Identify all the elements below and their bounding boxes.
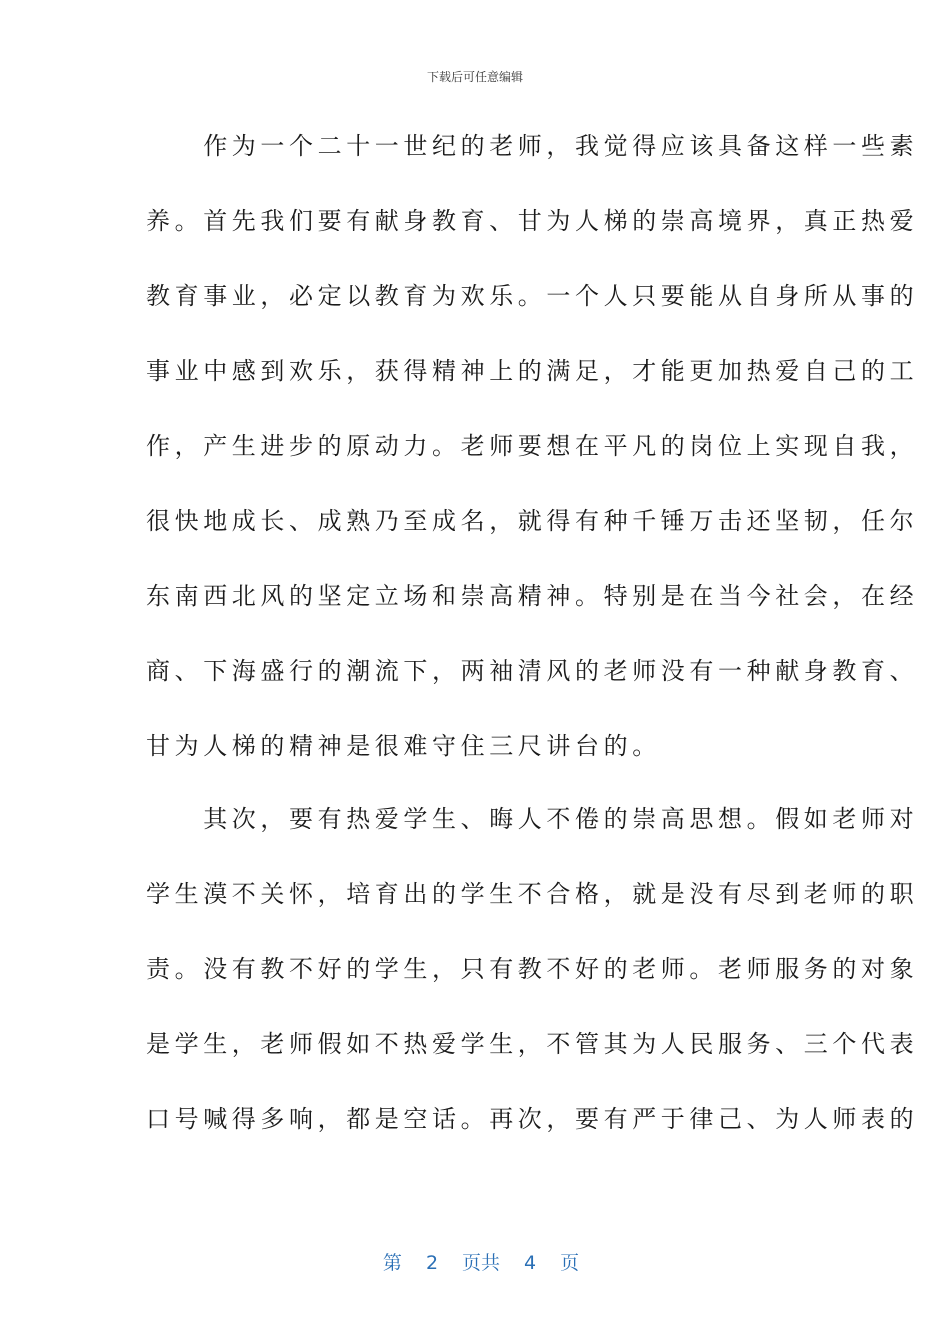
body-line: 学生漠不关怀，培育出的学生不合格，就是没有尽到老师的职	[146, 880, 919, 908]
body-line: 教育事业，必定以教育为欢乐。一个人只要能从自身所从事的	[146, 282, 919, 310]
page-header-note: 下载后可任意编辑	[426, 70, 523, 84]
total-page-number: 4	[524, 1252, 537, 1274]
current-page-number: 2	[425, 1252, 439, 1274]
body-line: 东南西北风的坚定立场和崇高精神。特别是在当今社会，在经	[146, 582, 919, 610]
page-number-footer	[0, 1226, 950, 1275]
body-line: 是学生，老师假如不热爱学生，不管其为人民服务、三个代表	[146, 1030, 919, 1058]
page-mid: 页共	[462, 1252, 501, 1274]
page-suffix: 页	[560, 1252, 580, 1274]
body-line: 养。首先我们要有献身教育、甘为人梯的崇高境界，真正热爱	[146, 207, 919, 235]
body-line: 作为一个二十一世纪的老师，我觉得应该具备这样一些素	[146, 132, 919, 160]
body-line: 很快地成长、成熟乃至成名，就得有种千锤万击还坚韧，任尔	[146, 507, 919, 535]
body-line: 事业中感到欢乐，获得精神上的满足，才能更加热爱自己的工	[146, 357, 919, 385]
body-line: 责。没有教不好的学生，只有教不好的老师。老师服务的对象	[146, 955, 919, 983]
body-line: 其次，要有热爱学生、晦人不倦的崇高思想。假如老师对	[146, 805, 919, 833]
body-line: 口号喊得多响，都是空话。再次，要有严于律己、为人师表的	[146, 1105, 919, 1133]
body-line: 甘为人梯的精神是很难守住三尺讲台的。	[146, 732, 661, 760]
body-line: 商、下海盛行的潮流下，两袖清风的老师没有一种献身教育、	[146, 657, 919, 685]
body-line: 作，产生进步的原动力。老师要想在平凡的岗位上实现自我，	[146, 432, 919, 460]
page-prefix: 第	[382, 1252, 402, 1274]
